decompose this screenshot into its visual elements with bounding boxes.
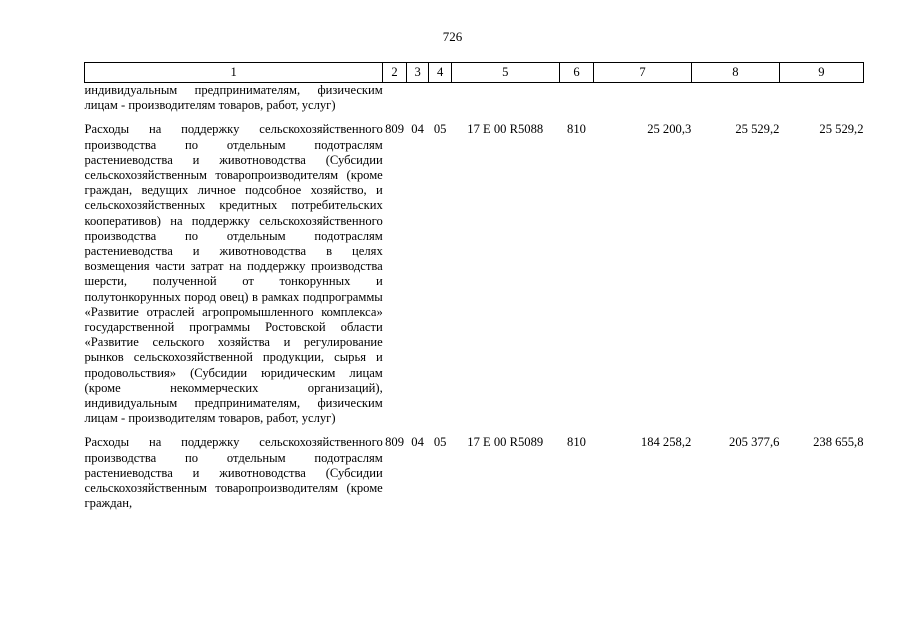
row-ministry-code: 809	[385, 122, 404, 137]
table-row	[85, 113, 864, 426]
header-cell-3: 3	[406, 63, 429, 83]
row-section-code	[406, 83, 429, 114]
table-header	[85, 63, 864, 83]
row-expense-type	[559, 83, 594, 114]
row-amount-2	[691, 83, 779, 114]
header-cell-8: 8	[691, 63, 779, 83]
row-amount-3: 238 655,8	[813, 435, 864, 450]
header-cell-7: 7	[594, 63, 691, 83]
header-cell-5: 5	[451, 63, 559, 83]
row-ministry-code	[383, 83, 407, 114]
row-description: Расходы на поддержку сельскохозяйственного производства по отдельным подотраслям растениеводства и животноводства (Субсидии сельскохозяйственным товаропроизводителям (кроме граждан, ведущих личное подсобное хозяйство, и сельскохозяйственных кредитных потребительских кооперативов) на поддержку сельскохозяйственного производства по отдельным подотраслям растениеводства и животноводства в целях возмещения части затрат на поддержку производства шерсти, полученной от тонкорунных и полутонкорунных пород овец) в рамках подпрограммы «Развитие отраслей агропромышленного комплекса» государственной программы Ростовской области «Развитие сельского хозяйства и регулирование рынков сельскохозяйственной продукции, сырья и продовольствия» (Субсидии юридическим лицам (кроме некоммерческих организаций), индивидуальным предпринимателям, физическим лицам - производителям товаров, работ, услуг)	[84, 122, 383, 426]
row-description: индивидуальным предпринимателям, физическим лицам - производителям товаров, работ, услуг)	[84, 83, 383, 113]
header-cell-2: 2	[383, 63, 407, 83]
header-cell-4: 4	[429, 63, 452, 83]
row-target-article	[451, 83, 559, 114]
row-target-article: 17 Е 00 R5088	[467, 122, 544, 137]
row-amount-2: 25 529,2	[735, 122, 780, 137]
row-amount-3	[779, 83, 863, 114]
row-amount-1: 184 258,2	[640, 435, 692, 450]
table-row	[85, 426, 864, 511]
row-section-code: 04	[411, 122, 424, 137]
row-amount-3: 25 529,2	[819, 122, 864, 137]
page-number: 726	[442, 29, 463, 44]
row-subsection-code	[429, 83, 452, 114]
row-target-article: 17 Е 00 R5089	[467, 435, 544, 450]
header-cell-1: 1	[85, 63, 383, 83]
header-cell-6: 6	[559, 63, 594, 83]
row-subsection-code: 05	[433, 435, 447, 450]
row-description: Расходы на поддержку сельскохозяйственного производства по отдельным подотраслям растениеводства и животноводства (Субсидии сельскохозяйственным товаропроизводителям (кроме граждан,	[84, 435, 383, 511]
row-section-code: 04	[411, 435, 424, 450]
table-body	[85, 83, 864, 512]
row-expense-type: 810	[567, 122, 586, 137]
row-amount-2: 205 377,6	[729, 435, 780, 450]
budget-table	[84, 62, 864, 511]
row-ministry-code: 809	[385, 435, 404, 450]
row-amount-1	[594, 83, 691, 114]
row-expense-type: 810	[567, 435, 586, 450]
row-amount-1: 25 200,3	[647, 122, 692, 137]
header-cell-9: 9	[779, 63, 863, 83]
table-row	[85, 83, 864, 114]
row-subsection-code: 05	[433, 122, 447, 137]
